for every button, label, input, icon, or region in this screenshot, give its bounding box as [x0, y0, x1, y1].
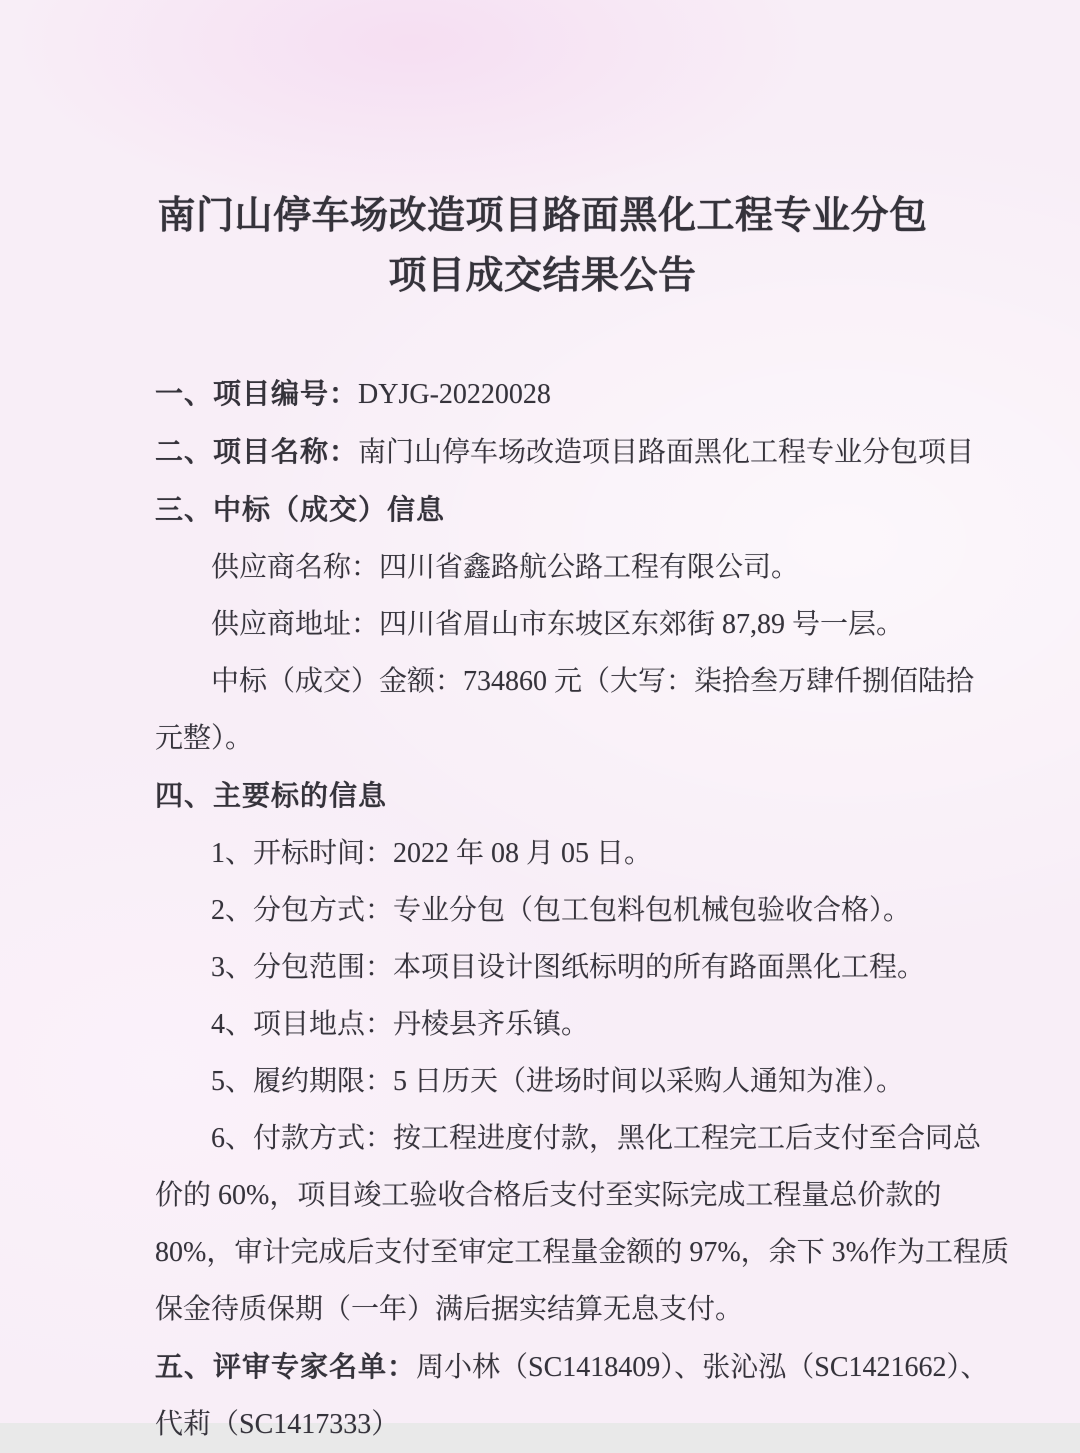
line-expert-list — [155, 1338, 989, 1396]
line-project-name — [155, 423, 975, 481]
line-supplier-address — [155, 596, 930, 653]
value-payment-method-3: 80%，审计完成后支付至审定工程量金额的 97%，余下 3%作为工程质 — [155, 1237, 1009, 1268]
document-body — [155, 365, 1009, 1453]
value-subcontract-scope: 3、分包范围：本项目设计图纸标明的所有路面黑化工程。 — [211, 952, 926, 983]
line-bid-opening-time — [155, 825, 930, 882]
line-payment-method-4 — [155, 1281, 930, 1338]
value-supplier-address: 供应商地址：四川省眉山市东坡区东郊街 87,89 号一层。 — [211, 609, 905, 640]
value-award-amount: 中标（成交）金额：734860 元（大写：柒拾叁万肆仟捌佰陆拾 — [211, 666, 975, 697]
line-project-location — [155, 996, 930, 1053]
line-payment-method-1 — [155, 1110, 982, 1167]
value-payment-method-2: 价的 60%，项目竣工验收合格后支付至实际完成工程量总价款的 — [155, 1180, 942, 1211]
document-title-line1: 南门山停车场改造项目路面黑化工程专业分包 — [157, 195, 928, 237]
heading-award-info — [155, 481, 930, 539]
value-project-number: DYJG-20220028 — [358, 379, 551, 410]
value-subcontract-method: 2、分包方式：专业分包（包工包料包机械包验收合格）。 — [211, 895, 912, 926]
value-expert-list-cont: 代莉（SC1417333） — [155, 1409, 400, 1440]
value-payment-method-4: 保金待质保期（一年）满后据实结算无息支付。 — [155, 1294, 744, 1325]
value-payment-method-1: 6、付款方式：按工程进度付款，黑化工程完工后支付至合同总 — [211, 1123, 982, 1154]
value-expert-list: 周小林（SC1418409）、张沁泓（SC1421662）、 — [416, 1352, 989, 1383]
line-supplier-name — [155, 539, 930, 596]
value-project-name: 南门山停车场改造项目路面黑化工程专业分包项目 — [358, 437, 975, 468]
label-award-info: 三、中标（成交）信息 — [155, 494, 446, 525]
line-payment-method-3 — [155, 1224, 1009, 1281]
line-project-number — [155, 365, 930, 423]
line-payment-method-2 — [155, 1167, 942, 1224]
label-subject-info: 四、主要标的信息 — [155, 780, 388, 811]
value-bid-opening-time: 1、开标时间：2022 年 08 月 05 日。 — [211, 838, 653, 869]
value-supplier-name: 供应商名称：四川省鑫路航公路工程有限公司。 — [211, 552, 800, 583]
line-award-amount — [155, 653, 975, 710]
line-expert-list-cont — [155, 1396, 930, 1453]
label-project-number: 一、项目编号： — [155, 378, 359, 409]
line-subcontract-scope — [155, 939, 930, 996]
value-performance-period: 5、履约期限：5 日历天（进场时间以采购人通知为准）。 — [211, 1066, 905, 1097]
line-performance-period — [155, 1053, 930, 1110]
value-project-location: 4、项目地点：丹棱县齐乐镇。 — [211, 1009, 590, 1040]
line-award-amount-cont — [155, 710, 930, 767]
document-title — [155, 186, 930, 306]
label-expert-list: 五、评审专家名单： — [155, 1351, 417, 1382]
line-subcontract-method — [155, 882, 930, 939]
label-project-name: 二、项目名称： — [155, 436, 359, 467]
document-title-line2: 项目成交结果公告 — [388, 255, 697, 297]
heading-subject-info — [155, 767, 930, 825]
value-award-amount-cont: 元整）。 — [155, 723, 254, 754]
